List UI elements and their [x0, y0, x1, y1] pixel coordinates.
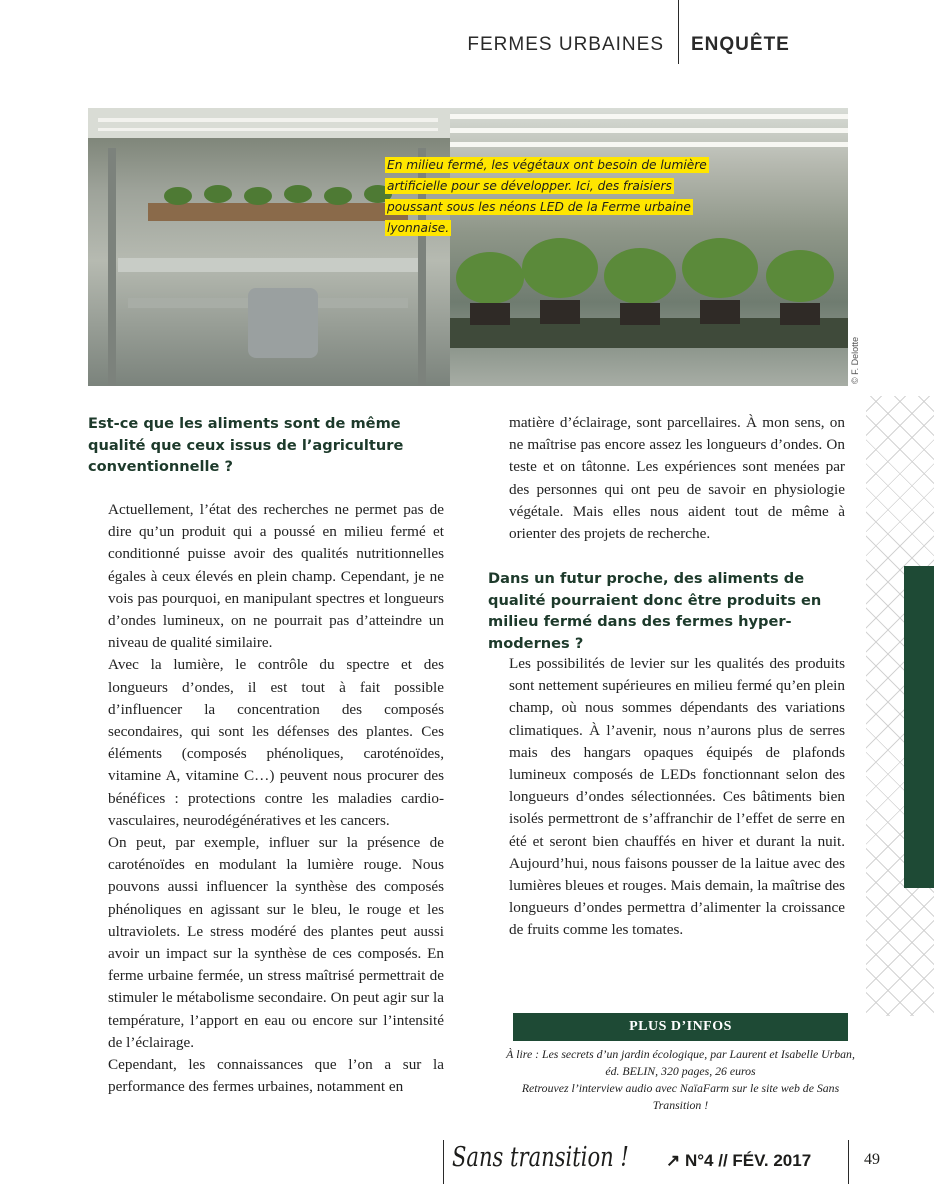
answer-1-continued-text: matière d’éclairage, sont parcellaires. À mon sens, on ne maîtrise pas encore assez les longueurs d’ondes. On teste et on tâtonne. Les expériences sont menées par des personnes qui ont peu de savoir en physiologie végétale. Mais elles nous aident tout de même à orienter des projets de recherche. — [509, 414, 845, 543]
photo-credit: © F. Delotte — [850, 336, 860, 384]
hydroponic-rack-illustration — [88, 108, 450, 386]
category-title: ENQUÊTE — [691, 34, 790, 55]
photo-caption-text: En milieu fermé, les végétaux ont besoin de lumière artificielle pour se développer. Ici, des fraisiers poussant sous les néons LED de la Ferme urbaine lyonnaise. — [387, 158, 707, 235]
info-box-reading: À lire : Les secrets d’un jardin écologique, par Laurent et Isabelle Urban, éd. BELIN, 320 pages, 26 euros — [506, 1047, 855, 1078]
interview-question-1: Est-ce que les aliments sont de même qualité que ceux issus de l’agriculture conventionnelle ? — [88, 415, 404, 475]
answer-2-column — [509, 653, 845, 942]
answer-1-paragraph: Actuellement, l’état des recherches ne permet pas de dire qu’un produit qui a poussé en milieu fermé et conditionné puisse avoir des qualités nutritionnelles égales à ceux élevés en plein champ. Cependant, je ne vois pas pourquoi, en manipulant spectres et longueurs d’ondes lumineux, on ne pourrait pas d’atteindre un niveau de qualité similaire. — [108, 501, 444, 652]
interview-question-2: Dans un futur proche, des aliments de qualité pourraient donc être produits en milieu fermé dans des fermes hyper-modernes ? — [488, 570, 822, 652]
photo-caption — [385, 155, 725, 239]
section-color-tab — [904, 566, 934, 888]
magazine-logo: Sans transition ! — [452, 1142, 629, 1173]
section-title: FERMES URBAINES — [467, 34, 664, 55]
photo-right-panel — [450, 108, 848, 386]
strawberry-plants-illustration — [450, 108, 848, 386]
answer-1-continued — [509, 412, 845, 545]
issue-label: ↗ N°4 // FÉV. 2017 — [666, 1151, 812, 1170]
answer-1-column — [108, 499, 444, 1098]
info-box-title: PLUS D’INFOS — [513, 1013, 848, 1041]
footer-divider — [848, 1140, 849, 1184]
answer-1-paragraph: Cependant, les connaissances que l’on a sur la performance des fermes urbaines, notamment en — [108, 1056, 444, 1096]
header-divider — [678, 0, 679, 64]
article-photo — [88, 108, 848, 386]
answer-1-paragraph: On peut, par exemple, influer sur la présence de caroténoïdes en modulant la lumière rouge. Nous pouvons aussi influencer la synthèse des composés phénoliques en agissant sur le bleu, le rouge et les ultraviolets. Le stress modéré des plantes peut aussi avoir un impact sur la synthèse de ces composés. En ferme urbaine fermée, un stress maîtrisé permettrait de stimuler le métabolisme secondaire. On peut agir sur la température, l’apport en eau ou encore sur l’intensité de l’éclairage. — [108, 834, 444, 1051]
answer-1-paragraph: Avec la lumière, le contrôle du spectre et des longueurs d’ondes, il est tout à fait possible d’influencer la concentration des composés secondaires, qui sont les défenses des plantes. Ces éléments (composés phénoliques, caroténoïdes, vitamine A, vitamine C…) peuvent nous procurer des bénéfices : protections contre les maladies cardio-vasculaires, neurodégénératives et les cancers. — [108, 656, 444, 829]
photo-left-panel — [88, 108, 450, 386]
answer-2-text: Les possibilités de levier sur les qualités des produits sont nettement supérieures en milieu fermé qu’en plein champ, où nous sommes dépendants des variations climatiques. À l’avenir, nous n’aurons plus de serres mais des hangars opaques équipés de plafonds lumineux composés de LEDs fonctionnant selon des longueurs d’ondes sélectionnées. Ces bâtiments bien isolés permettront de s’affranchir de l’effet de serre en été et seront bien chauffés en hiver et durant la nuit. Aujourd’hui, nous faisons pousser de la laitue avec des lumières bleues et rouges. Mais demain, la maîtrise des longueurs d’ondes permettra d’alimenter la croissance de fruits comme les tomates. — [509, 655, 845, 939]
page-number: 49 — [864, 1151, 880, 1168]
info-box-audio: Retrouvez l’interview audio avec NaïaFarm sur le site web de Sans Transition ! — [521, 1081, 840, 1112]
info-box — [505, 1046, 856, 1114]
footer-divider — [443, 1140, 444, 1184]
